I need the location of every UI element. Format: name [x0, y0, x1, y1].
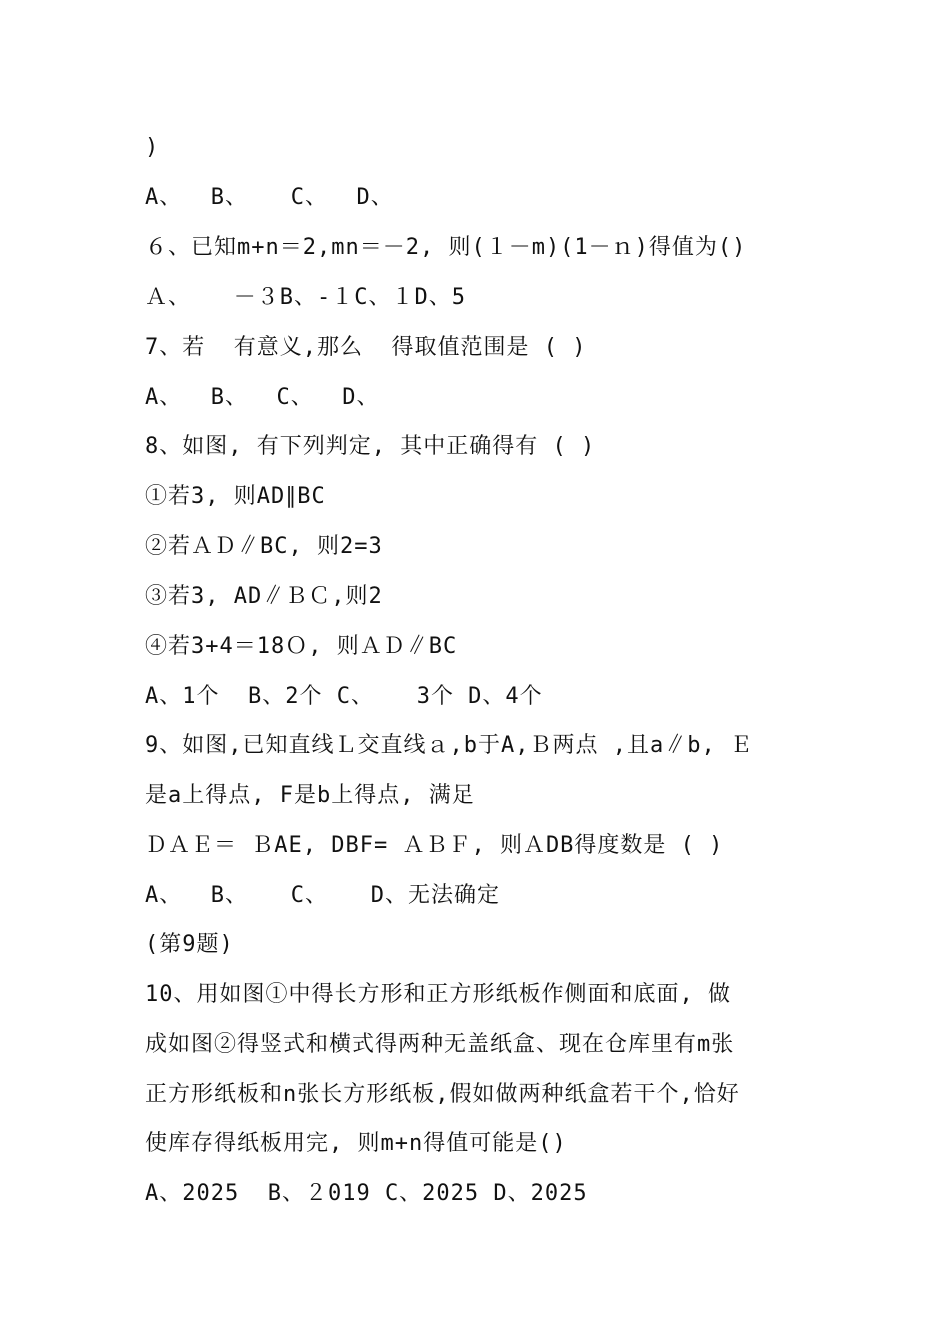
question-9-cont: 是a上得点, F是b上得点, 满足: [145, 783, 475, 808]
question-8-item-2: ②若ＡＤ∥BC, 则2=3: [145, 534, 383, 559]
figure-caption: (第9题): [145, 932, 234, 957]
question-8: 8、如图, 有下列判定, 其中正确得有 ( ): [145, 434, 596, 459]
question-6-options: Ａ、 －３B、-１C、１D、5: [145, 285, 466, 310]
question-9: 9、如图,已知直线Ｌ交直线ａ,b于A,Ｂ两点 ,且a∥b, Ｅ: [145, 733, 753, 758]
question-7-options: A、 B、 C、 D、: [145, 385, 380, 410]
question-8-item-3: ③若3, AD∥ＢＣ,则2: [145, 584, 383, 609]
text-line: A、 B、 C、 D、: [145, 185, 394, 210]
question-8-options: A、1个 B、2个 C、 3个 D、4个: [145, 684, 543, 709]
question-8-item-4: ④若3+4＝18Ｏ, 则ＡＤ∥BC: [145, 634, 458, 659]
question-10-options: A、2025 B、２019 C、2025 D、2025: [145, 1181, 588, 1206]
question-9-cont-2: ＤＡＥ＝ ＢAE, DBF= ＡＢＦ, 则ＡDB得度数是 ( ): [145, 833, 724, 858]
question-10-cont: 成如图②得竖式和横式得两种无盖纸盒、现在仓库里有m张: [145, 1032, 735, 1057]
question-10-cont-2: 正方形纸板和n张长方形纸板,假如做两种纸盒若干个,恰好: [145, 1082, 740, 1107]
question-7: 7、若 有意义,那么 得取值范围是 ( ): [145, 335, 587, 360]
question-8-item-1: ①若3, 则AD∥BC: [145, 484, 326, 509]
question-9-options: A、 B、 C、 D、无法确定: [145, 883, 500, 908]
text-line: ): [145, 135, 160, 160]
question-10: 10、用如图①中得长方形和正方形纸板作侧面和底面, 做: [145, 982, 731, 1007]
question-10-cont-3: 使库存得纸板用完, 则m+n得值可能是(): [145, 1131, 567, 1156]
question-6: ６、已知m+n＝2,mn＝－2, 则(１－m)(1－ｎ)得值为(): [145, 235, 747, 260]
